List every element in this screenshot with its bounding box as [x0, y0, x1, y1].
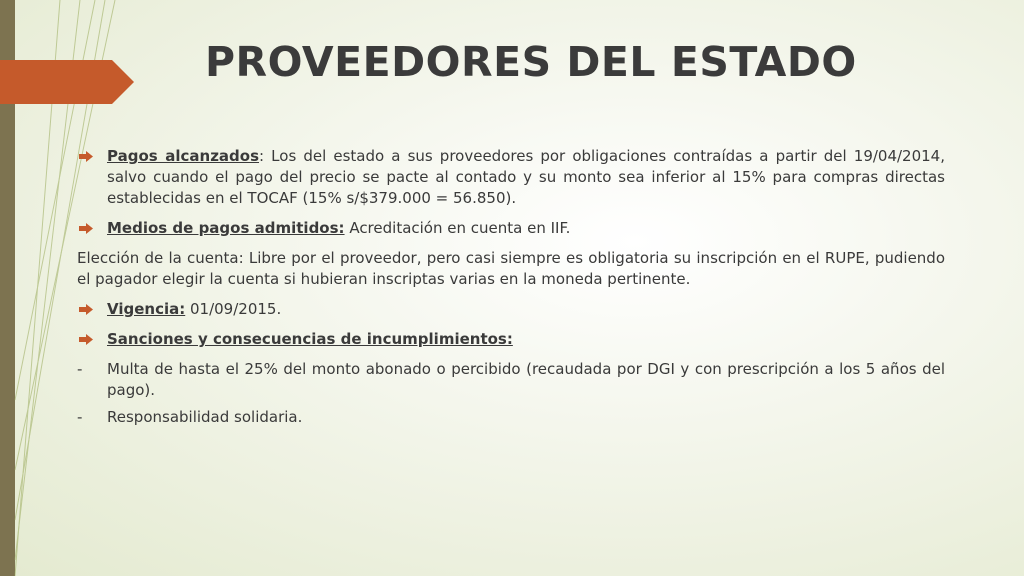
arrow-bullet-icon	[79, 151, 93, 162]
bullet-vigencia	[77, 299, 945, 320]
arrow-bullet-icon	[79, 334, 93, 345]
arrow-bullet-icon	[79, 223, 93, 234]
slide-title: PROVEEDORES DEL ESTADO	[205, 38, 857, 86]
bullet-pagos	[77, 146, 945, 209]
sub-item-multa	[77, 359, 945, 401]
bullet-sanciones	[77, 329, 945, 350]
pagos-text: : Los del estado a sus proveedores por obligaciones contraídas a partir del 19/04/2014, salvo cuando el pago del precio se pacte al contado y su monto sea inferior al 15% para compras directas establecidas en el TOCAF (15% s/$379.000 = 56.850).	[107, 147, 945, 207]
sub-item-responsabilidad	[77, 407, 945, 428]
responsabilidad-text: Responsabilidad solidaria.	[107, 408, 303, 426]
vigencia-text: 01/09/2015.	[185, 300, 282, 318]
pagos-label: Pagos alcanzados	[107, 147, 260, 165]
arrow-bullet-icon	[79, 304, 93, 315]
bullet-medios	[77, 218, 945, 239]
multa-text: Multa de hasta el 25% del monto abonado o percibido (recaudada por DGI y con prescripción a los 5 años del pago).	[107, 360, 945, 399]
dash-marker: -	[77, 408, 83, 426]
vigencia-label: Vigencia:	[107, 300, 186, 318]
slide-content	[77, 146, 945, 434]
medios-label: Medios de pagos admitidos:	[107, 219, 345, 237]
sanciones-label: Sanciones y consecuencias de incumplimientos:	[107, 330, 513, 348]
paragraph-eleccion	[77, 248, 945, 290]
title-arrow-shape	[0, 60, 134, 104]
eleccion-text: Elección de la cuenta: Libre por el proveedor, pero casi siempre es obligatoria su inscripción en el RUPE, pudiendo el pagador elegir la cuenta si hubieran inscriptas varias en la moneda pertinente.	[77, 249, 945, 288]
medios-text: Acreditación en cuenta en IIF.	[344, 219, 571, 237]
dash-marker: -	[77, 360, 83, 378]
